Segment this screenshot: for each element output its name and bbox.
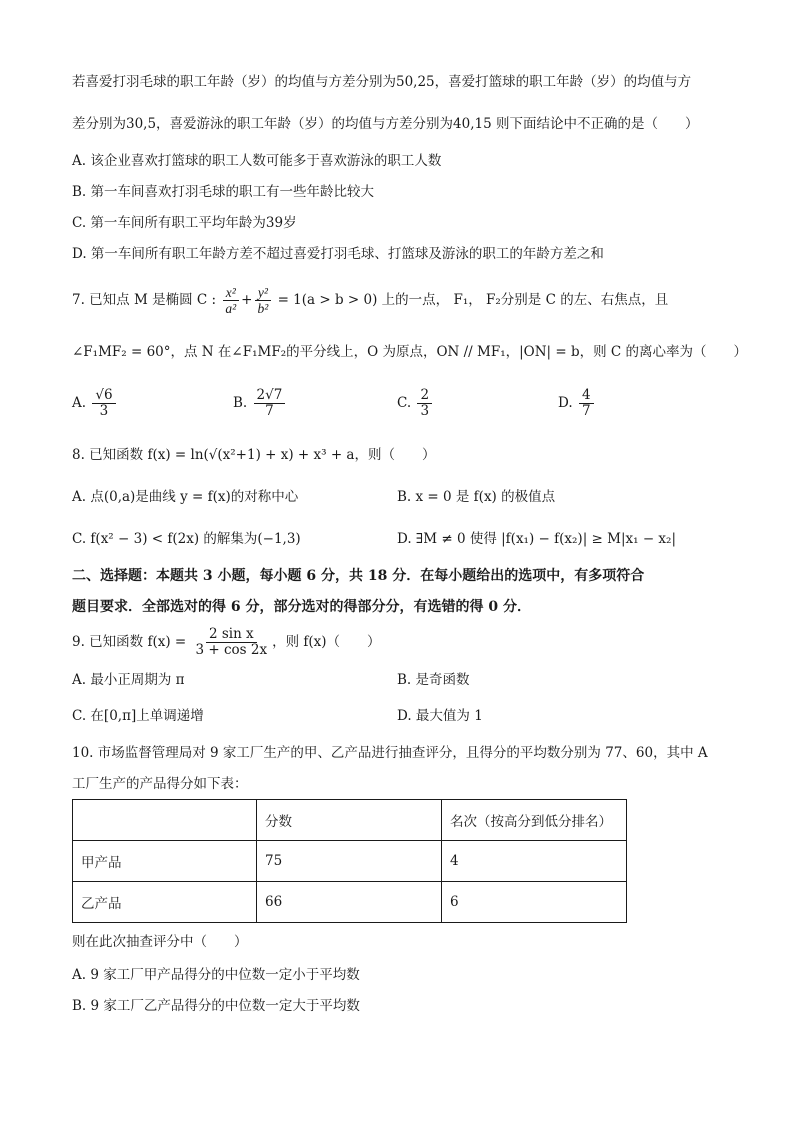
q7-option-b-fraction [254,388,286,419]
q9-fraction [193,627,271,658]
table-cell: 75 [257,841,442,882]
q7-frac-x-num: x² [223,285,239,301]
q7-option-b-num: 2√7 [254,388,286,404]
section-2-heading-line-1: 二、选择题：本题共 3 小题，每小题 6 分，共 18 分．在每小题给出的选项中，有多项符合 [72,568,645,584]
table-cell: 乙产品 [73,882,257,923]
table-cell: 66 [257,882,442,923]
q7-option-a-den: 3 [99,403,109,419]
q9-option-c: C. 在[0,π]上单调递增 [72,708,204,724]
q7-option-c-fraction [417,388,432,419]
q9-option-a: A. 最小正周期为 π [72,672,185,688]
q7-option-b-den: 7 [265,403,274,419]
section-2-heading-line-2: 题目要求．全部选对的得 6 分，部分选对的得部分分，有选错的得 0 分． [72,599,531,615]
intro-line-1: 若喜爱打羽毛球的职工年龄（岁）的均值与方差分别为50,25，喜爱打篮球的职工年龄（岁）的均值与方 [72,74,692,90]
q8-option-d: D. ∃M ≠ 0 使得 |f(x₁) − f(x₂)| ≥ M|x₁ − x₂| [397,531,676,547]
q7-stem-line-2: ∠F₁MF₂ = 60°，点 N 在∠F₁MF₂的平分线上，O 为原点，ON // MF₁，|ON| = b，则 C 的离心率为（ ） [72,344,748,360]
table-row [73,841,627,882]
q7-option-d-den: 7 [581,403,591,419]
table-header-cell: 名次（按高分到低分排名） [442,800,627,841]
q8-option-b: B. x = 0 是 f(x) 的极值点 [397,489,556,505]
q7-option-d-label: D. [558,395,573,411]
q7-option-c-den: 3 [420,403,430,419]
q9-stem-b: ，则 f(x)（ ） [272,634,381,650]
table-header-row [73,800,627,841]
q8-option-c: C. f(x² − 3) < f(2x) 的解集为(−1,3) [72,531,301,547]
table-row [73,882,627,923]
q6-option-d: D. 第一车间所有职工年龄方差不超过喜爱打羽毛球、打篮球及游泳的职工的年龄方差之和 [72,246,604,262]
q8-option-a: A. 点(0,a)是曲线 y = f(x)的对称中心 [72,489,299,505]
q10-stem-line-2: 工厂生产的产品得分如下表： [72,776,248,792]
q6-option-a: A. 该企业喜欢打篮球的职工人数可能多于喜欢游泳的职工人数 [72,153,442,169]
q7-fraction-x [222,285,239,316]
q8-stem: 8. 已知函数 f(x) = ln(√(x²+1) + x) + x³ + a，则（ ） [72,447,436,463]
q10-stem-line-1: 10. 市场监督管理局对 9 家工厂生产的甲、乙产品进行抽查评分，且得分的平均数分别为 77、60，其中 A [72,745,708,761]
q7-fraction-y [254,285,271,316]
intro-line-2: 差分别为30,5，喜爱游泳的职工年龄（岁）的均值与方差分别为40,15 则下面结论中不正确的是（ ） [72,116,699,132]
q6-option-b: B. 第一车间喜欢打羽毛球的职工有一些年龄比较大 [72,184,375,200]
q7-option-b-label: B. [233,395,248,411]
q7-option-a-num: √6 [92,388,115,404]
q7-option-c [397,386,434,420]
score-table [72,799,627,923]
q7-option-c-num: 2 [417,388,432,404]
q9-option-b: B. 是奇函数 [397,672,470,688]
table-header-cell [73,800,257,841]
q7-eq-rest: = 1(a > b > 0) 上的一点， F₁， F₂分别是 C 的左、右焦点，且 [277,292,669,308]
table-header-cell: 分数 [257,800,442,841]
q7-frac-y-den: b² [257,301,269,316]
table-cell: 4 [442,841,627,882]
table-cell: 甲产品 [73,841,257,882]
q9-stem-a: 9. 已知函数 f(x) = [72,634,187,650]
q7-option-b [233,386,287,420]
q7-frac-x-den: a² [225,301,237,316]
q10-option-a: A. 9 家工厂甲产品得分的中位数一定小于平均数 [72,967,360,983]
table-cell: 6 [442,882,627,923]
q9-option-d: D. 最大值为 1 [397,708,483,724]
q7-option-a [72,386,118,420]
q9-frac-num: 2 sin x [206,627,257,643]
q7-stem-line-1: 7. 已知点 M 是椭圆 C : $\frac{\text{x²}}{\text{a²}}$ + $\frac{\text{y²}}{\text{b²}}$ = 1(a > b > 0) 上的一点， F₁， F₂分别是 C 的左、右焦点，且 [72,285,669,316]
q7-option-d-fraction [579,388,594,419]
q7-option-c-label: C. [397,395,412,411]
q9-stem [72,624,381,660]
q7-option-d [558,386,596,420]
q6-option-c: C. 第一车间所有职工平均年龄为39岁 [72,215,297,231]
q7-option-a-fraction [92,388,115,419]
q10-after-table: 则在此次抽查评分中（ ） [72,934,248,950]
q7-option-d-num: 4 [579,388,594,404]
q7-option-a-label: A. [72,395,87,411]
q10-option-b: B. 9 家工厂乙产品得分的中位数一定大于平均数 [72,998,360,1014]
q9-frac-den: 3 + cos 2x [195,642,268,658]
q7-frac-y-num: y² [255,285,271,301]
q7-stem-a: 7. 已知点 M 是椭圆 C : [72,292,217,308]
